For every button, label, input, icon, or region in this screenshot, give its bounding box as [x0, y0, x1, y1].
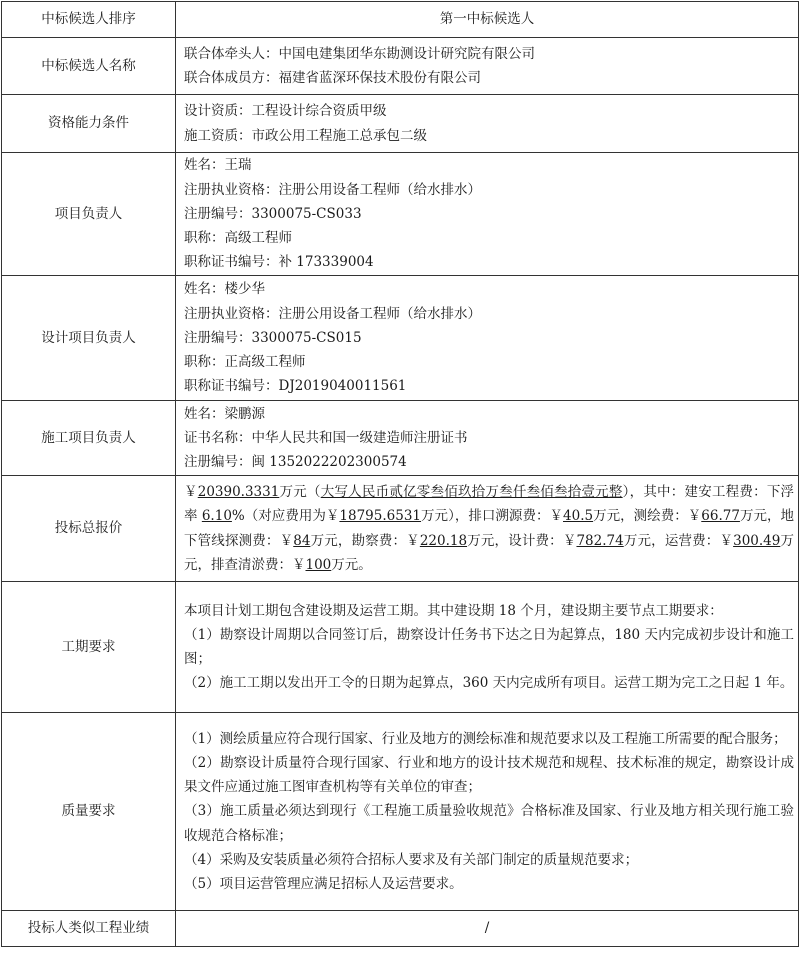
label-schedule: 工期要求: [2, 582, 176, 713]
construction-fee: 18795.6531: [339, 508, 421, 525]
label-bid-price: 投标总报价: [2, 476, 176, 582]
row-quality: [2, 713, 799, 911]
design-leader-name: 姓名：楼少华: [184, 281, 265, 298]
value-construction-leader: [176, 401, 799, 476]
row-candidate-name: [2, 38, 799, 95]
design-qualification: 设计资质：工程设计综合资质甲级: [184, 103, 387, 120]
construction-leader-reg-number: 注册编号：闽 1352022202300574: [184, 454, 407, 471]
quality-paragraph: （5）项目运营管理应满足招标人及运营要求。: [184, 876, 463, 892]
exploration-fee: 220.18: [419, 532, 468, 549]
total-price-words: 大写人民币贰亿零叁佰玖拾万叁仟叁佰叁拾壹元整: [320, 484, 623, 501]
value-schedule: [176, 582, 799, 713]
value-design-leader: [176, 276, 799, 401]
leader-reg-number: 注册编号：3300075-CS033: [184, 205, 362, 222]
schedule-paragraph: （2）施工工期以发出开工令的日期为起算点，360 天内完成所有项目。运营工期为完工之日起 1 年。: [184, 675, 794, 692]
value-qualification: [176, 95, 799, 153]
construction-leader-cert: 证书名称：中华人民共和国一级建造师注册证书: [184, 429, 468, 446]
value-performance: /: [176, 911, 799, 947]
schedule-paragraph: （1）勘察设计周期以合同签订后，勘察设计任务书下达之日为起算点，180 天内完成初步设计和施工图；: [184, 626, 794, 667]
construction-leader-name: 姓名：梁鹏源: [184, 405, 265, 422]
member-party: 联合体成员方：福建省蓝深环保技术股份有限公司: [184, 70, 481, 86]
construction-qualification: 施工资质：市政公用工程施工总承包二级: [184, 127, 427, 144]
label-construction-leader: 施工项目负责人: [2, 401, 176, 476]
design-leader-title: 职称：正高级工程师: [184, 354, 306, 371]
value-project-leader: [176, 153, 799, 276]
row-design-leader: [2, 276, 799, 401]
quality-paragraph: （3）施工质量必须达到现行《工程施工质量验收规范》合格标准及国家、行业及地方相关现行施工验收规范合格标准；: [184, 803, 794, 844]
bid-candidate-table: [1, 1, 799, 947]
total-price: 20390.3331: [197, 484, 280, 501]
row-construction-leader: [2, 401, 799, 476]
label-performance: 投标人类似工程业绩: [2, 911, 176, 947]
label-candidate-name: 中标候选人名称: [2, 38, 176, 95]
leader-registration: 注册执业资格：注册公用设备工程师（给水排水）: [184, 181, 481, 198]
quality-paragraph: （4）采购及安装质量必须符合招标人要求及有关部门制定的质量规范要求；: [184, 851, 639, 868]
label-project-leader: 项目负责人: [2, 153, 176, 276]
row-performance: [2, 911, 799, 947]
design-leader-registration: 注册执业资格：注册公用设备工程师（给水排水）: [184, 305, 481, 322]
leader-title-cert: 职称证书编号：补 173339004: [184, 254, 374, 271]
operation-fee: 300.49: [733, 532, 781, 549]
value-rank: 第一中标候选人: [176, 2, 799, 38]
label-rank: 中标候选人排序: [2, 2, 176, 38]
leader-name: 姓名：王瑞: [184, 157, 252, 174]
label-qualification: 资格能力条件: [2, 95, 176, 153]
design-leader-reg-number: 注册编号：3300075-CS015: [184, 329, 362, 346]
label-quality: 质量要求: [2, 713, 176, 911]
schedule-paragraph: 本项目计划工期包含建设期及运营工期。其中建设期 18 个月，建设期主要节点工期要求：: [184, 602, 723, 619]
pipeline-fee: 84: [293, 532, 311, 549]
row-qualification: [2, 95, 799, 153]
design-leader-title-cert: 职称证书编号：DJ2019040011561: [184, 378, 407, 395]
row-schedule: [2, 582, 799, 713]
outfall-fee: 40.5: [563, 508, 594, 525]
row-bid-price: [2, 476, 799, 582]
value-quality: [176, 713, 799, 911]
leader-title: 职称：高级工程师: [184, 230, 292, 247]
dredging-fee: 100: [305, 556, 332, 573]
value-bid-price: ￥20390.3331万元（大写人民币贰亿零叁佰玖拾万叁仟叁佰叁拾壹元整），其中：建安工程费：下浮率 6.10%（对应费用为￥18795.6531万元），排口溯源费：￥40.5万元，测绘费：￥66.77万元，地下管线探测费：￥84万元，勘察费：￥220.18万元，设计费：￥782.74万元，运营费：￥300.49万元，排查清淤费：￥100万元。: [176, 476, 799, 582]
lead-party: 联合体牵头人：中国电建集团华东勘测设计研究院有限公司: [184, 45, 535, 62]
quality-paragraph: （2）勘察设计质量符合现行国家、行业和地方的设计技术规范和规程、技术标准的规定，勘察设计成果文件应通过施工图审查机构等有关单位的审查；: [184, 754, 794, 796]
quality-paragraph: （1）测绘质量应符合现行国家、行业及地方的测绘标准和规范要求以及工程施工所需要的配合服务；: [184, 730, 787, 747]
row-project-leader: [2, 153, 799, 276]
row-rank: [2, 2, 799, 38]
label-design-leader: 设计项目负责人: [2, 276, 176, 401]
discount-rate: 6.10: [201, 508, 232, 525]
design-fee: 782.74: [576, 532, 624, 549]
survey-fee: 66.77: [701, 508, 740, 525]
value-candidate-name: [176, 38, 799, 95]
